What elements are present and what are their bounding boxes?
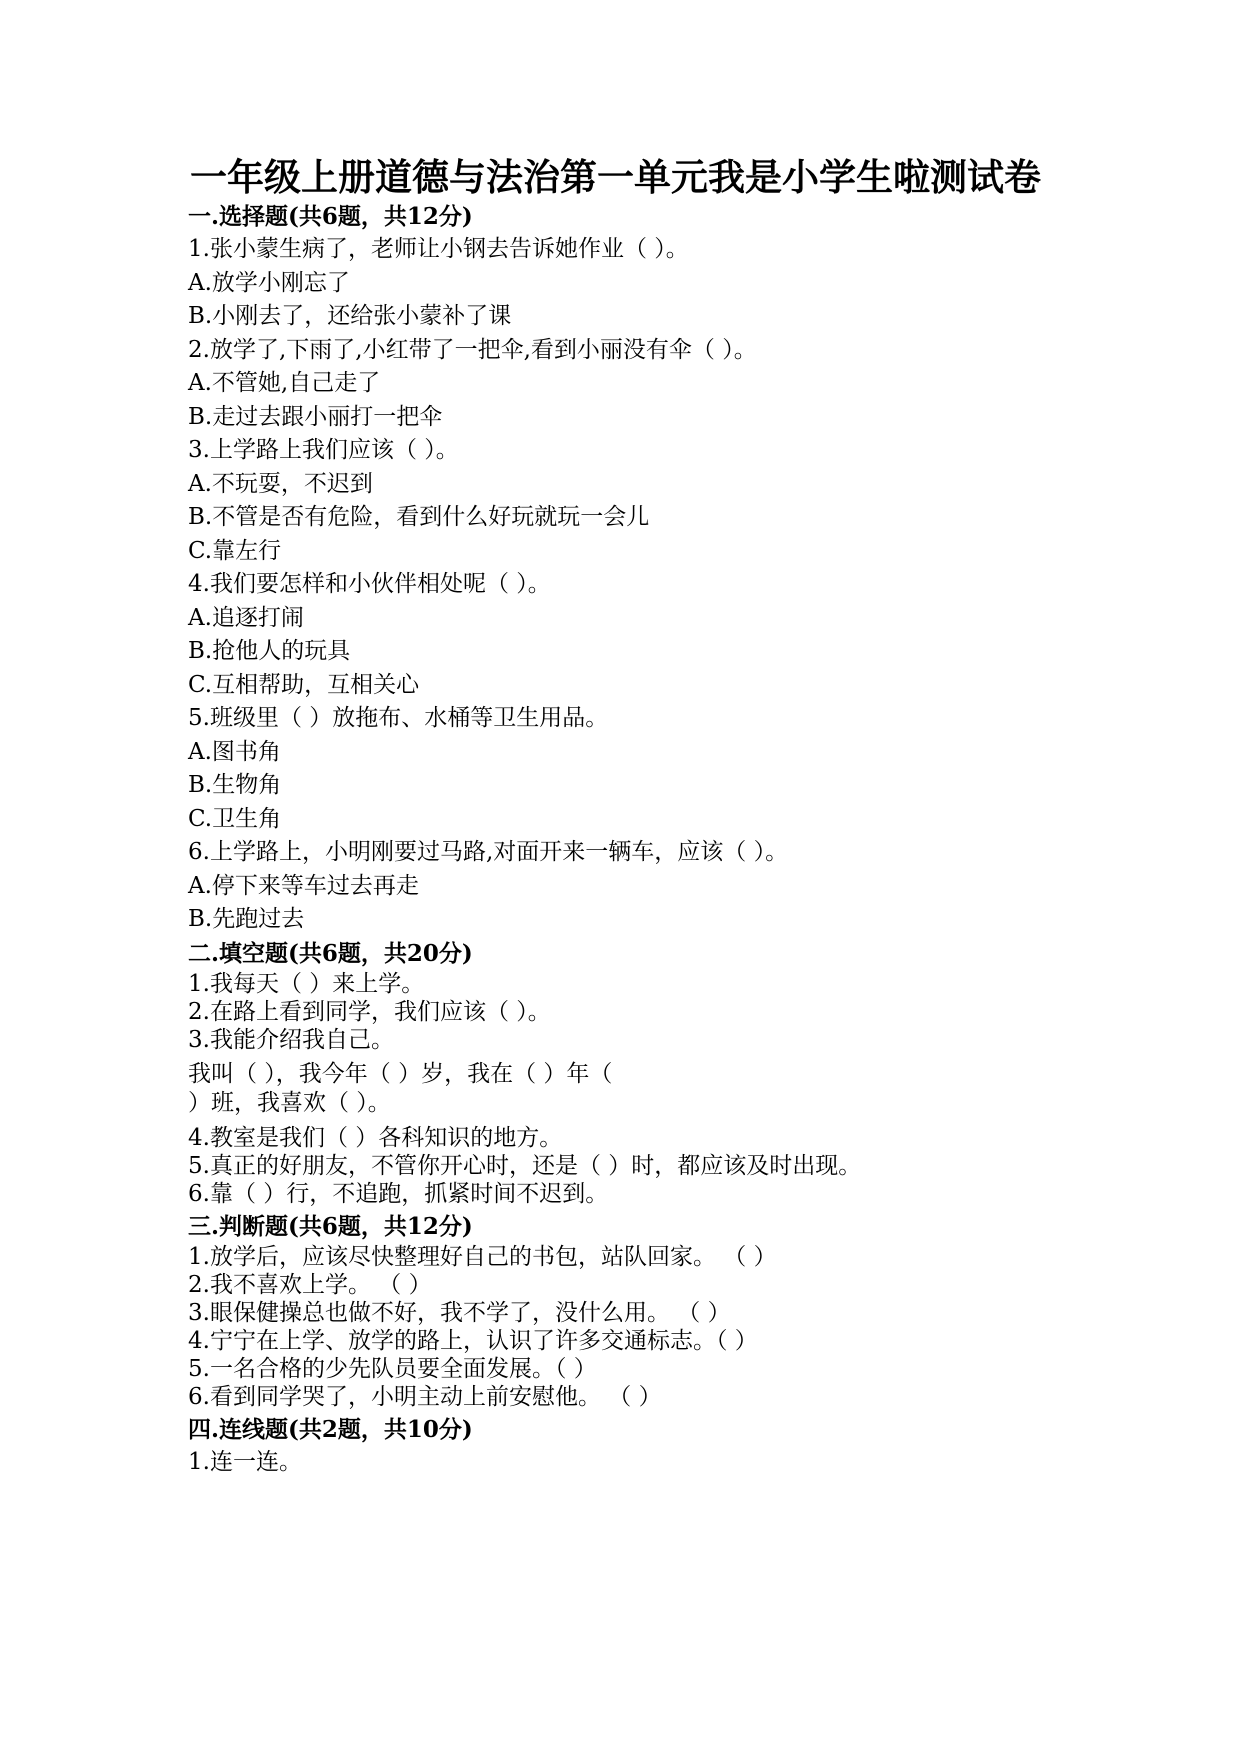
question-line: 5.真正的好朋友，不管你开心时，还是（ ）时，都应该及时出现。 [188,1152,862,1179]
question-line: 2.放学了,下雨了,小红带了一把伞,看到小丽没有伞（ ）。 [188,336,757,363]
question-line: 1.放学后，应该尽快整理好自己的书包，站队回家。 （ ） [188,1243,777,1270]
option-line: B.不管是否有危险，看到什么好玩就玩一会儿 [188,504,650,530]
exam-content [188,200,1188,1479]
option-line: A.停下来等车过去再走 [188,872,419,899]
option-line: A.追逐打闹 [188,604,304,631]
question-line: 2.我不喜欢上学。 （ ） [188,1271,432,1298]
question-line: 6.靠（ ）行，不追跑，抓紧时间不迟到。 [188,1180,609,1207]
question-line: 3.上学路上我们应该（ ）。 [188,437,459,463]
question-line: 我叫（ ），我今年（ ）岁，我在（ ）年（ [188,1060,613,1087]
option-line: B.抢他人的玩具 [188,638,351,664]
option-line: B.生物角 [188,772,282,798]
option-line: A.不管她,自己走了 [188,370,381,396]
section-true-false [188,1208,1188,1411]
option-line: A.图书角 [188,738,281,765]
question-line: 6.看到同学哭了，小明主动上前安慰他。 （ ） [188,1383,662,1410]
question-line: 4.我们要怎样和小伙伴相处呢（ ）。 [188,571,551,597]
page-title: 一年级上册道德与法治第一单元我是小学生啦测试卷 [190,155,1041,199]
question-line: ）班，我喜欢（ ）。 [188,1089,391,1116]
option-line: B.走过去跟小丽打一把伞 [188,403,443,430]
question-line: 5.一名合格的少先队员要全面发展。（ ） [188,1355,597,1382]
option-line: B.先跑过去 [188,906,305,932]
question-line: 2.在路上看到同学，我们应该（ ）。 [188,998,551,1025]
question-line: 4.教室是我们（ ）各科知识的地方。 [188,1124,563,1151]
section-fill-in-blanks [188,937,1188,1208]
option-line: B.小刚去了，还给张小蒙补了课 [188,303,512,329]
question-line: 3.眼保健操总也做不好，我不学了，没什么用。 （ ） [188,1299,731,1326]
question-line: 1.连一连。 [188,1448,302,1475]
section-heading: 一.选择题(共6题，共12分) [188,203,473,230]
question-line: 4.宁宁在上学、放学的路上，认识了许多交通标志。（ ） [188,1327,758,1354]
question-line: 6.上学路上，小明刚要过马路,对面开来一辆车，应该（ ）。 [188,839,789,865]
section-heading: 二.填空题(共6题，共20分) [188,939,473,967]
question-line: 5.班级里（ ）放拖布、水桶等卫生用品。 [188,705,609,731]
section-heading: 三.判断题(共6题，共12分) [188,1212,473,1240]
section-heading: 四.连线题(共2题，共10分) [188,1415,473,1443]
option-line: A.不玩耍，不迟到 [188,470,373,497]
option-line: A.放学小刚忘了 [188,269,350,296]
option-line: C.互相帮助，互相关心 [188,671,420,698]
option-line: C.卫生角 [188,805,282,832]
option-line: C.靠左行 [188,537,282,564]
section-matching [188,1411,1188,1480]
question-line: 3.我能介绍我自己。 [188,1026,394,1053]
section-multiple-choice [188,200,1188,937]
question-line: 1.张小蒙生病了，老师让小钢去告诉她作业（ ）。 [188,236,689,262]
question-line: 1.我每天（ ）来上学。 [188,970,425,997]
